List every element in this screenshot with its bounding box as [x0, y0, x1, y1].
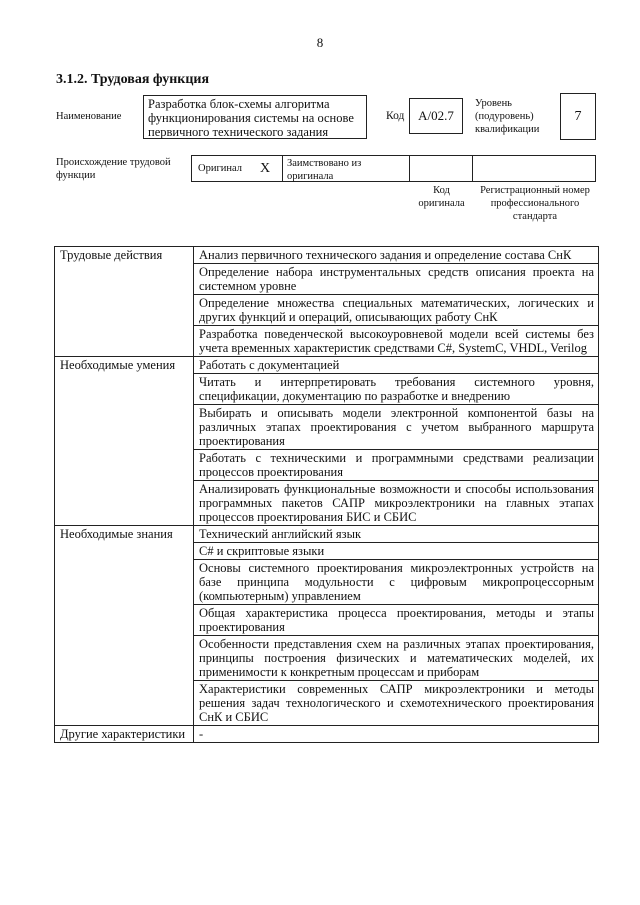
- section-item-cell: -: [194, 726, 599, 743]
- code-label: Код: [386, 110, 405, 122]
- section-item-cell: Работать с документацией: [194, 357, 599, 374]
- original-cell: [192, 156, 283, 181]
- name-label: Наименование: [56, 111, 122, 122]
- section-item-cell: C# и скриптовые языки: [194, 543, 599, 560]
- section-item-cell: Характеристики современных САПР микроэлектроники и методы решения задач технологического и схемотехнического проектирования СнК и СБИС: [194, 681, 599, 726]
- labor-function-table: [54, 246, 599, 743]
- original-mark: X: [260, 161, 271, 176]
- function-name-box: [143, 95, 367, 139]
- section-item-cell: Работать с техническими и программными средствами реализации процессов проектирования: [194, 450, 599, 481]
- section-item-cell: Анализ первичного технического задания и определение состава СнК: [194, 247, 599, 264]
- code-box: [409, 98, 463, 134]
- code-value: A/02.7: [418, 108, 454, 123]
- borrowed-label: Заимствовано из оригинала: [287, 158, 362, 182]
- original-label: Оригинал: [198, 163, 242, 174]
- function-name-value: Разработка блок-схемы алгоритма функционирования системы на основе первичного технического задания: [148, 97, 354, 139]
- section-item-cell: Разработка поведенческой высокоуровневой модели всей системы без учета временных характеристик средствами C#, SystemC, VHDL, Verilog: [194, 326, 599, 357]
- table-row: [55, 247, 599, 264]
- level-box: [560, 93, 596, 140]
- code-original-caption: Код оригинала: [418, 185, 465, 209]
- section-item-cell: Определение множества специальных математических, логических и других функций и операций, описывающих работу СнК: [194, 295, 599, 326]
- table-row: [55, 357, 599, 374]
- table-row: [55, 526, 599, 543]
- section-item-cell: Анализировать функциональные возможности и способы использования программных пакетов САПР микроэлектроники на главных этапах процессов проектирования БИС и СБИС: [194, 481, 599, 526]
- level-label: Уровень (подуровень) квалификации: [475, 98, 540, 135]
- origin-label: Происхождение трудовой функции: [56, 157, 171, 181]
- section-title-cell: Необходимые знания: [55, 526, 194, 726]
- section-item-cell: Выбирать и описывать модели электронной компонентой базы на различных этапах проектирования с учетом выбранного маршрута проектирования: [194, 405, 599, 450]
- borrowed-cell: [283, 156, 410, 181]
- section-title-cell: Необходимые умения: [55, 357, 194, 526]
- original-code-cell: [410, 156, 473, 181]
- section-title-cell: Другие характеристики: [55, 726, 194, 743]
- section-item-cell: Общая характеристика процесса проектирования, методы и этапы проектирования: [194, 605, 599, 636]
- section-title-cell: Трудовые действия: [55, 247, 194, 357]
- page-number: 8: [316, 35, 324, 50]
- section-title: 3.1.2. Трудовая функция: [56, 72, 210, 87]
- level-value: 7: [574, 108, 582, 124]
- reg-number-cell: [473, 156, 595, 181]
- section-item-cell: Определение набора инструментальных средств описания проекта на системном уровне: [194, 264, 599, 295]
- section-item-cell: Технический английский язык: [194, 526, 599, 543]
- section-item-cell: Читать и интерпретировать требования системного уровня, спецификации, документацию по разработке и внедрению: [194, 374, 599, 405]
- origin-row: [191, 155, 596, 182]
- section-item-cell: Основы системного проектирования микроэлектронных устройств на базе принципа модульности с цифровым микропроцессорным (компьютерным) управлением: [194, 560, 599, 605]
- table-row: [55, 726, 599, 743]
- reg-number-caption: Регистрационный номер профессионального стандарта: [480, 185, 590, 222]
- section-item-cell: Особенности представления схем на различных этапах проектирования, принципы построения физических и математических моделей, их применимости к конкретным процессам и приборам: [194, 636, 599, 681]
